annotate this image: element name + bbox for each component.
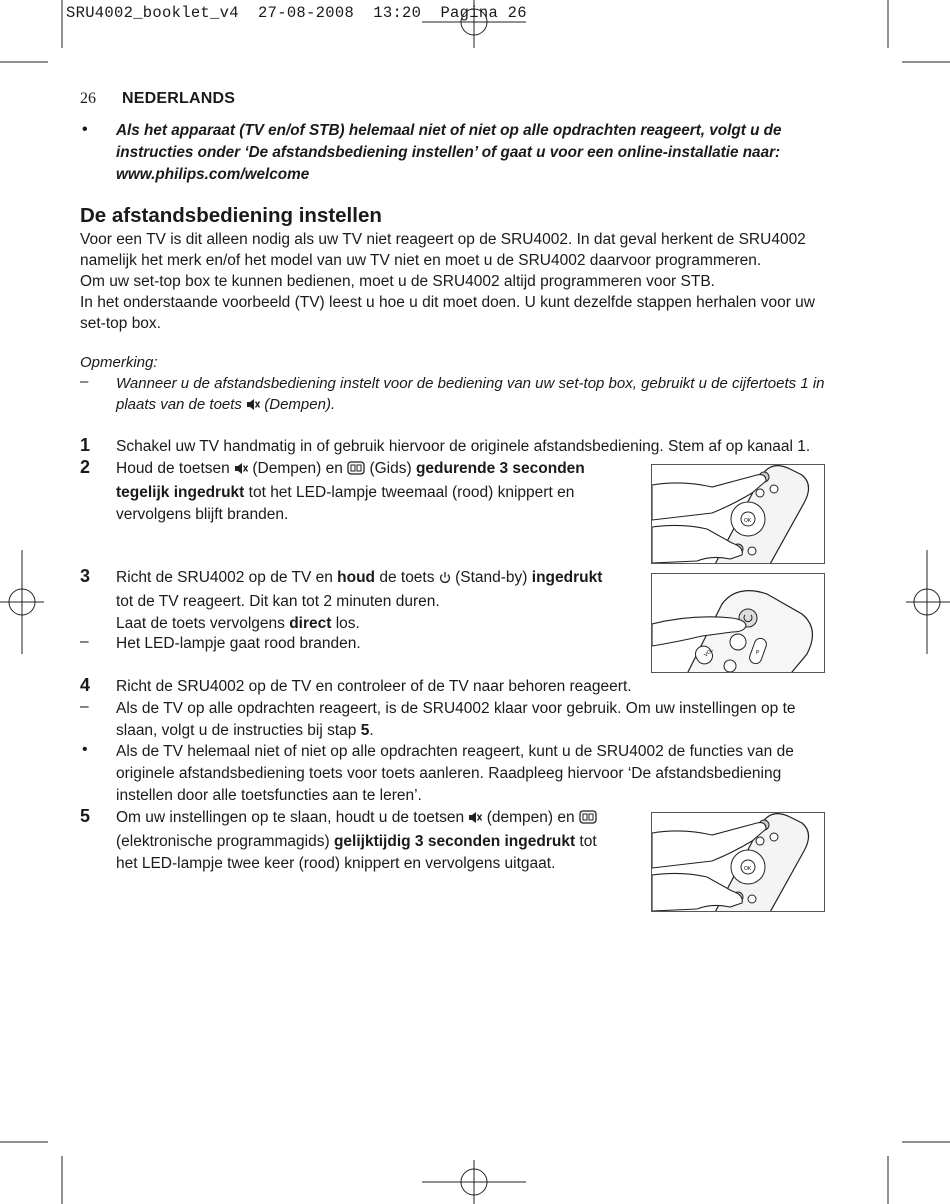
fig-ok-label: OK [744, 866, 752, 872]
step-4-number: 4 [80, 675, 91, 695]
step-3-emphasis-ingedrukt: ingedrukt [531, 569, 603, 586]
step-3-text-c: (Stand-by) [450, 569, 532, 586]
step-4-bullet-text: Als de TV helemaal niet of niet op alle opdrachten reageert, kunt u de SRU4002 de functies van de originele afstandsbediening toets voor toets aanleren. Raadpleeg hiervoor ‘De afstandsbediening instellen door alle toetsfuncties aan te leren’. [116, 743, 794, 804]
step-5-text-d: tot het LED-lampje twee keer (rood) knippert en vervolgens uitgaat. [116, 833, 597, 872]
step-3-line2-b: los. [331, 615, 360, 632]
step-5-text-c: (elektronische programmagids) [116, 833, 334, 850]
step-3-dash: – [80, 633, 89, 650]
svg-text:OK: OK [744, 518, 752, 524]
mute-icon [246, 396, 260, 417]
step-5-emphasis: gelijktijdig 3 seconden ingedrukt [333, 833, 576, 850]
step-3-text [116, 567, 616, 635]
step-4-sub [116, 698, 816, 742]
fig-vol-label: VOL [703, 647, 715, 659]
section-title: De afstandsbediening instellen [80, 204, 382, 227]
intro-bullet: • [82, 121, 88, 138]
paragraph-1: Voor een TV is dit alleen nodig als uw TV niet reageert op de SRU4002. In dat geval herkent de SRU4002 namelijk het merk en/of het model van uw TV niet en moet u de SRU4002 daarvoor programmeren. [80, 231, 806, 269]
standby-icon [439, 569, 451, 591]
page-number: 26 [80, 90, 96, 107]
mute-icon [468, 809, 482, 831]
step-4-sub-b: . [369, 722, 374, 739]
hand-on-remote-illustration [652, 465, 824, 563]
step-4-sub-emphasis: 5 [360, 722, 370, 739]
step-1-text: Schakel uw TV handmatig in of gebruik hiervoor de originele afstandsbediening. Stem af op kanaal 1. [116, 438, 811, 455]
step-2-text [116, 458, 611, 526]
step-1-number: 1 [80, 435, 91, 455]
note-text-end: (Dempen). [260, 396, 336, 413]
step-3-sub: Het LED-lampje gaat rood branden. [116, 635, 361, 652]
guide-icon [347, 460, 365, 482]
step-4-bullet: • [82, 741, 88, 758]
section-body [80, 229, 825, 334]
paragraph-3: In het onderstaande voorbeeld (TV) leest u hoe u dit moet doen. U kunt dezelfde stappen herhalen voor uw set-top box. [80, 294, 816, 332]
step-3-text-b: de toets [375, 569, 439, 586]
step-2-emphasis: gedurende 3 seconden tegelijk ingedrukt [116, 460, 585, 501]
note-dash: – [80, 373, 89, 390]
step-4-text: Richt de SRU4002 op de TV en controleer of de TV naar behoren reageert. [116, 678, 632, 695]
step-5-text [116, 807, 621, 875]
remote-figure-standby [651, 573, 825, 673]
paragraph-2: Om uw set-top box te kunnen bedienen, moet u de SRU4002 altijd programmeren voor STB. [80, 273, 715, 290]
step-3-line2-a: Laat de toets vervolgens [116, 615, 290, 632]
step-2-text-c: (Gids) [365, 460, 416, 477]
hand-on-remote-illustration [652, 813, 824, 911]
note-text [116, 373, 831, 417]
step-5-number: 5 [80, 806, 91, 826]
note-text-start: Wanneer u de afstandsbediening instelt voor de bediening van uw set-top box, gebruikt u de cijfertoets 1 in plaats van de toets [116, 375, 825, 413]
note-label: Opmerking: [80, 354, 158, 371]
step-3-emphasis-houd: houd [337, 569, 376, 586]
mute-icon [234, 460, 248, 482]
step-4-sub-a: Als de TV op alle opdrachten reageert, is de SRU4002 klaar voor gebruik. Om uw instellingen op te slaan, volgt u de instructies bij stap [116, 700, 796, 739]
fig-p-label: P [756, 650, 760, 656]
finger-on-standby-illustration [652, 574, 824, 672]
step-2-number: 2 [80, 457, 91, 477]
remote-figure-save [651, 812, 825, 912]
step-5-text-b: (dempen) en [482, 809, 579, 826]
step-2-text-b: (Dempen) en [248, 460, 348, 477]
step-2-text-a: Houd de toetsen [116, 460, 235, 477]
step-5-text-a: Om uw instellingen op te slaan, houdt u de toetsen [116, 809, 469, 826]
remote-figure-dempen-gids [651, 464, 825, 564]
step-4-dash: – [80, 698, 89, 715]
step-2-text-d: tot het LED-lampje tweemaal (rood) knippert en vervolgens blijft branden. [116, 484, 575, 523]
step-3-text-d: tot de TV reageert. Dit kan tot 2 minuten duren. [116, 593, 440, 610]
intro-text: Als het apparaat (TV en/of STB) helemaal niet of niet op alle opdrachten reageert, volgt u de instructies onder ‘De afstandsbediening instellen’ of gaat u voor een online-installatie naar: www.philips.com/welcome [116, 122, 782, 183]
guide-icon [579, 809, 597, 831]
step-3-number: 3 [80, 566, 91, 586]
print-slug: SRU4002_booklet_v4 27-08-2008 13:20 Pagina 26 [66, 4, 527, 22]
language-heading: NEDERLANDS [122, 90, 236, 107]
step-3-emphasis-direct: direct [289, 615, 332, 632]
step-3-text-a: Richt de SRU4002 op de TV en [116, 569, 338, 586]
